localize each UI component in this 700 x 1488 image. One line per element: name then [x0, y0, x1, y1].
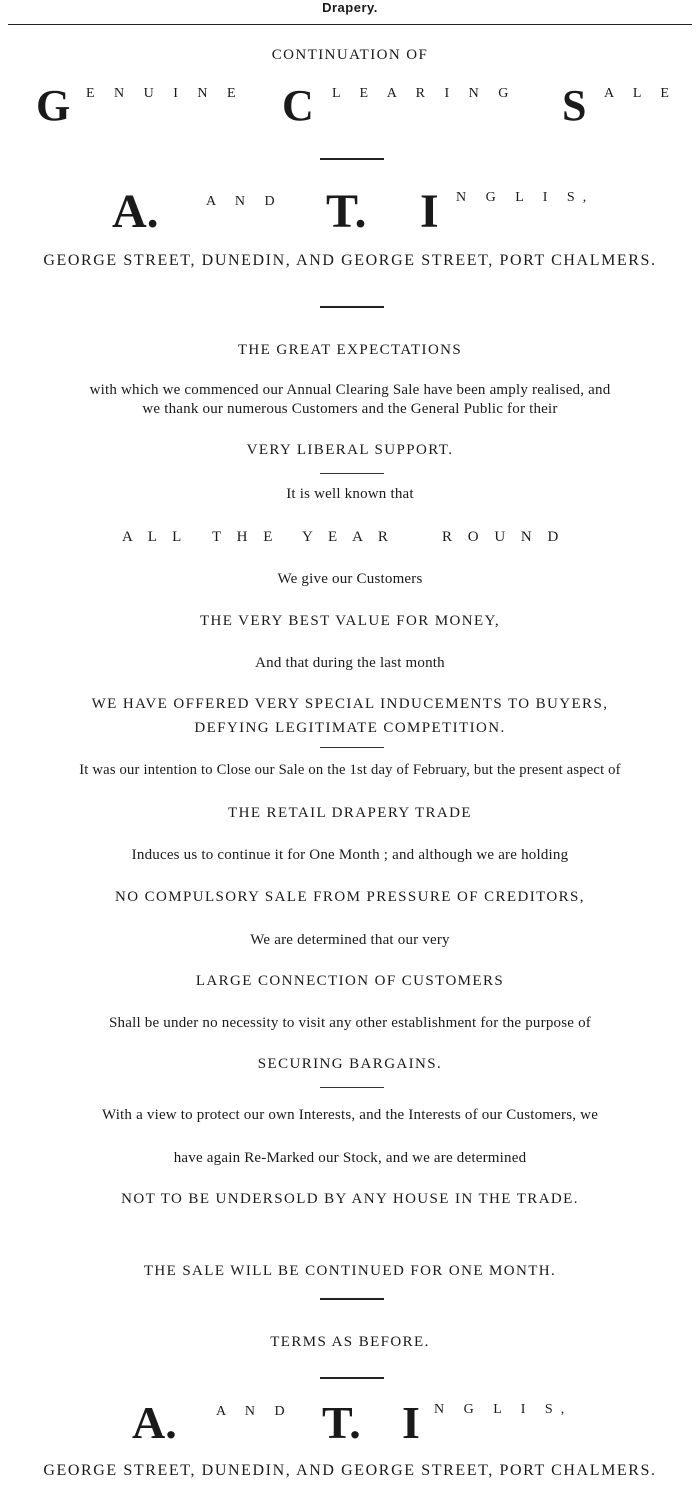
continuation-line: CONTINUATION OF — [271, 47, 429, 63]
line-securing-bargains: SECURING BARGAINS. — [257, 1056, 443, 1072]
line-determined: We are determined that our very — [250, 932, 450, 948]
divider-3 — [320, 473, 384, 474]
line-no-compulsory: NO COMPULSORY SALE FROM PRESSURE OF CREDITORS, — [115, 889, 585, 905]
line-large-connection: LARGE CONNECTION OF CUSTOMERS — [195, 973, 505, 989]
line-well-known: It is well known that — [286, 486, 414, 502]
line-liberal-support: VERY LIBERAL SUPPORT. — [246, 442, 454, 458]
divider-7 — [320, 1377, 384, 1379]
firm2-inglis: N G L I S, — [434, 1402, 573, 1417]
title-initial-g: G — [36, 81, 71, 130]
firm-inglis: N G L I S, — [456, 190, 595, 205]
firm2-and: A N D — [216, 1404, 293, 1419]
word-round: R O U N D — [442, 529, 565, 545]
line-no-necessity: Shall be under no necessity to visit any other establishment for the purpose of — [109, 1015, 591, 1031]
title-word-genuine: E N U I N E — [86, 86, 244, 101]
line-intention: It was our intention to Close our Sale on the 1st day of February, but the present aspect of — [79, 762, 621, 778]
line-terms: TERMS AS BEFORE. — [270, 1334, 430, 1350]
title-word-sale: A L E — [604, 86, 677, 101]
line-give-customers: We give our Customers — [277, 571, 423, 587]
divider-6 — [320, 1298, 384, 1300]
line-inducements: WE HAVE OFFERED VERY SPECIAL INDUCEMENTS TO BUYERS, — [91, 696, 609, 712]
firm-initial-a: A. — [112, 185, 159, 238]
firm-initial-t: T. — [326, 185, 367, 238]
word-all: A L L — [122, 529, 188, 545]
line-best-value: THE VERY BEST VALUE FOR MONEY, — [199, 613, 501, 629]
header-rule — [8, 24, 692, 25]
line-protect: With a view to protect our own Interests, and the Interests of our Customers, we — [101, 1107, 599, 1123]
line-commenced: with which we commenced our Annual Clearing Sale have been amply realised, and — [89, 382, 611, 398]
address-top: GEORGE STREET, DUNEDIN, AND GEORGE STREET, PORT CHALMERS. — [43, 252, 657, 269]
line-induces: Induces us to continue it for One Month ; and although we are holding — [131, 847, 569, 863]
word-year: Y E A R — [302, 529, 394, 545]
divider-2 — [320, 306, 384, 308]
firm2-initial-a: A. — [132, 1397, 177, 1448]
line-thank: we thank our numerous Customers and the General Public for their — [142, 401, 558, 417]
firm-initial-i: I — [420, 185, 439, 238]
title-word-clearing: L E A R I N G — [332, 86, 517, 101]
line-last-month: And that during the last month — [255, 655, 445, 671]
firm-and: A N D — [206, 194, 283, 209]
firm2-initial-i: I — [402, 1397, 420, 1448]
line-re-marked: have again Re-Marked our Stock, and we are determined — [173, 1150, 527, 1166]
divider-4 — [320, 747, 384, 748]
line-sale-continued: THE SALE WILL BE CONTINUED FOR ONE MONTH. — [143, 1263, 557, 1279]
line-competition: DEFYING LEGITIMATE COMPETITION. — [194, 720, 506, 736]
title-initial-s: S — [562, 81, 587, 130]
line-great-expectations: THE GREAT EXPECTATIONS — [237, 342, 463, 358]
title-initial-c: C — [282, 81, 314, 130]
divider-1 — [320, 158, 384, 160]
divider-5 — [320, 1087, 384, 1088]
firm2-initial-t: T. — [322, 1397, 361, 1448]
address-bottom: GEORGE STREET, DUNEDIN, AND GEORGE STREET, PORT CHALMERS. — [43, 1462, 657, 1479]
line-not-undersold: NOT TO BE UNDERSOLD BY ANY HOUSE IN THE TRADE. — [121, 1191, 579, 1207]
section-header: Drapery. — [322, 0, 378, 15]
word-the: T H E — [212, 529, 279, 545]
line-retail-trade: THE RETAIL DRAPERY TRADE — [228, 805, 472, 821]
